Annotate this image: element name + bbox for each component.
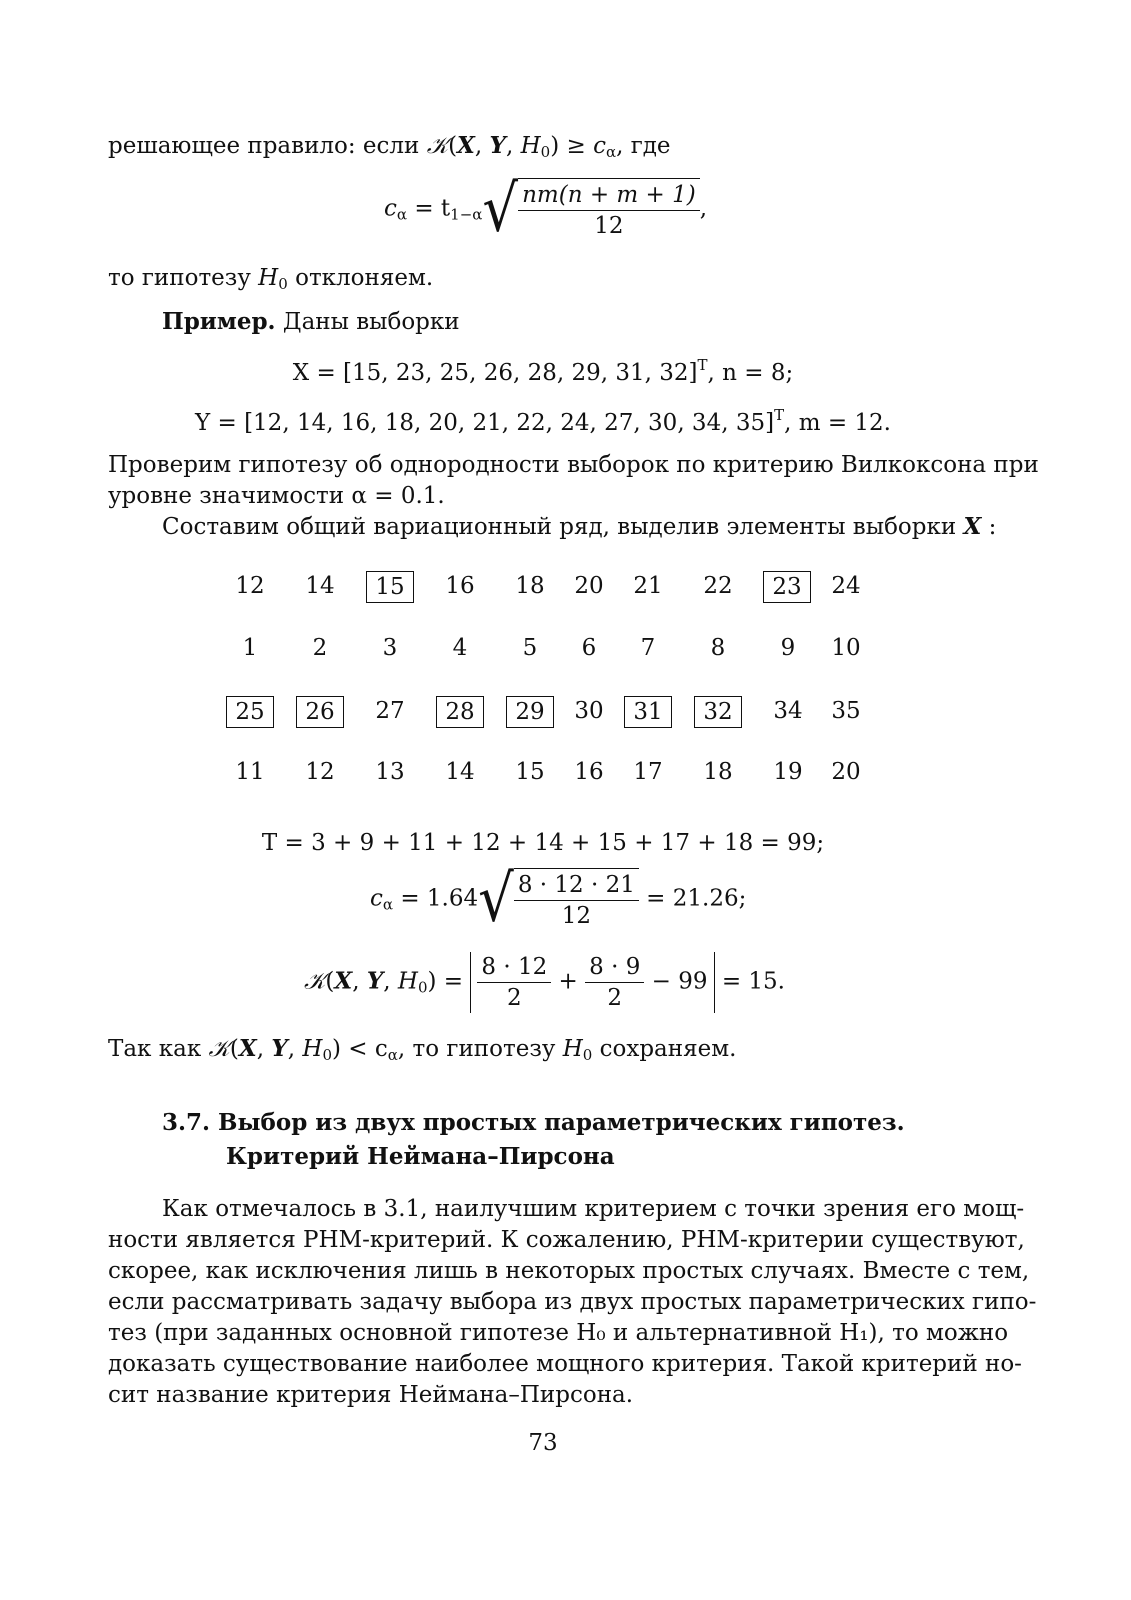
check-line-2: уровне значимости α = 0.1. bbox=[108, 483, 445, 509]
sample-x-text: X = [15, 23, 25, 26, 28, 29, 31, 32] bbox=[292, 360, 698, 386]
section-heading-line-2: Критерий Неймана–Пирсона bbox=[226, 1143, 615, 1170]
c-calc-numerator: 8 · 12 · 21 bbox=[514, 870, 639, 901]
series-rank: 3 bbox=[382, 635, 398, 661]
c-alpha-calc: $c_\alpha = 1.64√$ $\frac{8 \cdot 12 \cdot 21}{12}$ = 21.26; bbox=[370, 861, 747, 937]
c-calc-denominator: 12 bbox=[561, 903, 591, 929]
series-value-boxed: 15 bbox=[366, 571, 414, 603]
compose-line: Составим общий вариационный ряд, выделив элементы выборки X : bbox=[162, 513, 997, 540]
series-rank: 8 bbox=[710, 635, 726, 661]
reject-text: то гипотезу bbox=[108, 265, 259, 291]
series-value: 30 bbox=[574, 698, 604, 724]
series-rank: 2 bbox=[312, 635, 328, 661]
sample-y bbox=[108, 406, 978, 436]
c-alpha-formula bbox=[384, 171, 708, 247]
k-calc: 𝒦(X, Y, $H_0$) = $\frac{8 \cdot 12}{2}$ + $\frac{8 \cdot 9}{2}$ − 99 = 15. bbox=[304, 954, 785, 1011]
body-line: сит название критерия Неймана–Пирсона. bbox=[108, 1382, 634, 1408]
c-alpha-eq: = t bbox=[407, 195, 451, 222]
series-value-boxed: 28 bbox=[436, 696, 484, 728]
compose-text: Составим общий вариационный ряд, выделив элементы выборки bbox=[162, 514, 964, 540]
body-line: доказать существование наиболее мощного критерия. Такой критерий но- bbox=[108, 1351, 1022, 1377]
series-value-boxed: 23 bbox=[763, 571, 811, 603]
k-frac2-den: 2 bbox=[607, 985, 623, 1011]
body-line: ности является РНМ-критерий. К сожалению, РНМ-критерии существуют, bbox=[108, 1227, 1025, 1253]
body-line: скорее, как исключения лишь в некоторых простых случаях. Вместе с тем, bbox=[108, 1258, 1030, 1284]
series-value: 21 bbox=[633, 573, 663, 599]
body-line: Как отмечалось в 3.1, наилучшим критерием с точки зрения его мощ- bbox=[162, 1196, 1025, 1222]
series-value: 20 bbox=[574, 573, 604, 599]
sample-y-tail: , m = 12. bbox=[784, 410, 891, 436]
page-number: 73 bbox=[528, 1430, 558, 1456]
series-rank: 20 bbox=[831, 759, 861, 785]
series-value: 27 bbox=[375, 698, 405, 724]
k-plus: + bbox=[551, 968, 586, 995]
conclusion-sub: α bbox=[387, 1046, 398, 1064]
sample-y-sup: T bbox=[774, 406, 785, 424]
series-value-boxed: 25 bbox=[226, 696, 274, 728]
series-value: 14 bbox=[305, 573, 335, 599]
series-rank: 19 bbox=[773, 759, 803, 785]
series-value-boxed: 31 bbox=[624, 696, 672, 728]
series-rank: 4 bbox=[452, 635, 468, 661]
sample-x-sup: T bbox=[697, 356, 708, 374]
document-page bbox=[108, 0, 1039, 1600]
body-line: тез (при заданных основной гипотезе H₀ и альтернативной H₁), то можно bbox=[108, 1320, 1009, 1346]
t-sub: 1−α bbox=[450, 205, 483, 224]
section-heading-line-1: 3.7. Выбор из двух простых параметрических гипотез. bbox=[162, 1109, 905, 1136]
series-value-boxed: 29 bbox=[506, 696, 554, 728]
series-value: 16 bbox=[445, 573, 475, 599]
series-rank: 7 bbox=[640, 635, 656, 661]
example-label: Пример. bbox=[162, 308, 276, 335]
series-value: 18 bbox=[515, 573, 545, 599]
reject-line: то гипотезу $H_0$ отклоняем. bbox=[108, 265, 434, 293]
t-formula: T = 3 + 9 + 11 + 12 + 14 + 15 + 17 + 18 = 99; bbox=[261, 830, 825, 856]
series-value: 35 bbox=[831, 698, 861, 724]
series-rank: 18 bbox=[703, 759, 733, 785]
k-frac1-den: 2 bbox=[506, 985, 522, 1011]
k-calc-eq: = bbox=[436, 968, 471, 995]
conclusion-line: Так как 𝒦(X, Y, $H_0) < c_\alpha$, то гипотезу $H_0$ сохраняем. bbox=[108, 1035, 737, 1064]
series-rank: 5 bbox=[522, 635, 538, 661]
decision-rule-tail: , где bbox=[616, 133, 671, 159]
series-value-boxed: 32 bbox=[694, 696, 742, 728]
series-rank: 9 bbox=[780, 635, 796, 661]
series-rank: 10 bbox=[831, 635, 861, 661]
c-alpha-tail: , bbox=[699, 195, 708, 222]
c-calc-lhs: c bbox=[370, 885, 383, 912]
conclusion-text-b: < c bbox=[341, 1036, 388, 1062]
k-calc-result: = 15. bbox=[714, 968, 785, 995]
c-calc-sub: α bbox=[382, 895, 394, 914]
k-frac1-num: 8 · 12 bbox=[477, 952, 551, 983]
series-value: 22 bbox=[703, 573, 733, 599]
compose-tail: : bbox=[981, 514, 997, 540]
series-value: 34 bbox=[773, 698, 803, 724]
conclusion-text-a: Так как bbox=[108, 1036, 209, 1062]
series-rank: 13 bbox=[375, 759, 405, 785]
sample-y-text: Y = [12, 14, 16, 18, 20, 21, 22, 24, 27, 30, 34, 35] bbox=[195, 410, 775, 436]
check-line-1: Проверим гипотезу об однородности выборок по критерию Вилкоксона при bbox=[108, 452, 1039, 478]
series-rank: 15 bbox=[515, 759, 545, 785]
series-rank: 11 bbox=[235, 759, 265, 785]
k-frac2-num: 8 · 9 bbox=[585, 952, 644, 983]
series-value: 12 bbox=[235, 573, 265, 599]
conclusion-text-d: сохраняем. bbox=[592, 1036, 737, 1062]
absolute-value bbox=[470, 952, 714, 1013]
reject-tail: отклоняем. bbox=[287, 265, 434, 291]
example-text: Даны выборки bbox=[275, 309, 460, 335]
sample-x-tail: , n = 8; bbox=[707, 360, 794, 386]
conclusion-text-c: , то гипотезу bbox=[397, 1036, 563, 1062]
body-line: если рассматривать задачу выбора из двух простых параметрических гипо- bbox=[108, 1289, 1037, 1315]
decision-rule-text: решающее правило: если bbox=[108, 133, 427, 159]
c-alpha-lhs: c bbox=[384, 195, 397, 222]
c-calc-eq: = 1.64 bbox=[393, 885, 479, 912]
series-rank: 6 bbox=[581, 635, 597, 661]
sample-x bbox=[108, 356, 978, 386]
c-calc-result: = 21.26; bbox=[638, 885, 747, 912]
c-alpha-numerator: nm(n + m + 1) bbox=[518, 180, 700, 211]
series-rank: 14 bbox=[445, 759, 475, 785]
series-rank: 16 bbox=[574, 759, 604, 785]
series-value-boxed: 26 bbox=[296, 696, 344, 728]
series-rank: 12 bbox=[305, 759, 335, 785]
k-minus: − 99 bbox=[644, 968, 708, 995]
series-rank: 1 bbox=[242, 635, 258, 661]
k-symbol: 𝒦 bbox=[426, 133, 449, 159]
series-value: 24 bbox=[831, 573, 861, 599]
sqrt: √ $\frac{nm(n + m + 1)}{12}$ bbox=[482, 178, 699, 241]
decision-rule-line: решающее правило: если 𝒦(X, Y, $H_0) \ge c_\alpha$, где bbox=[108, 132, 671, 161]
series-rank: 17 bbox=[633, 759, 663, 785]
c-alpha-sub: α bbox=[396, 205, 408, 224]
example-line bbox=[162, 306, 460, 338]
c-alpha-denominator: 12 bbox=[594, 213, 624, 239]
